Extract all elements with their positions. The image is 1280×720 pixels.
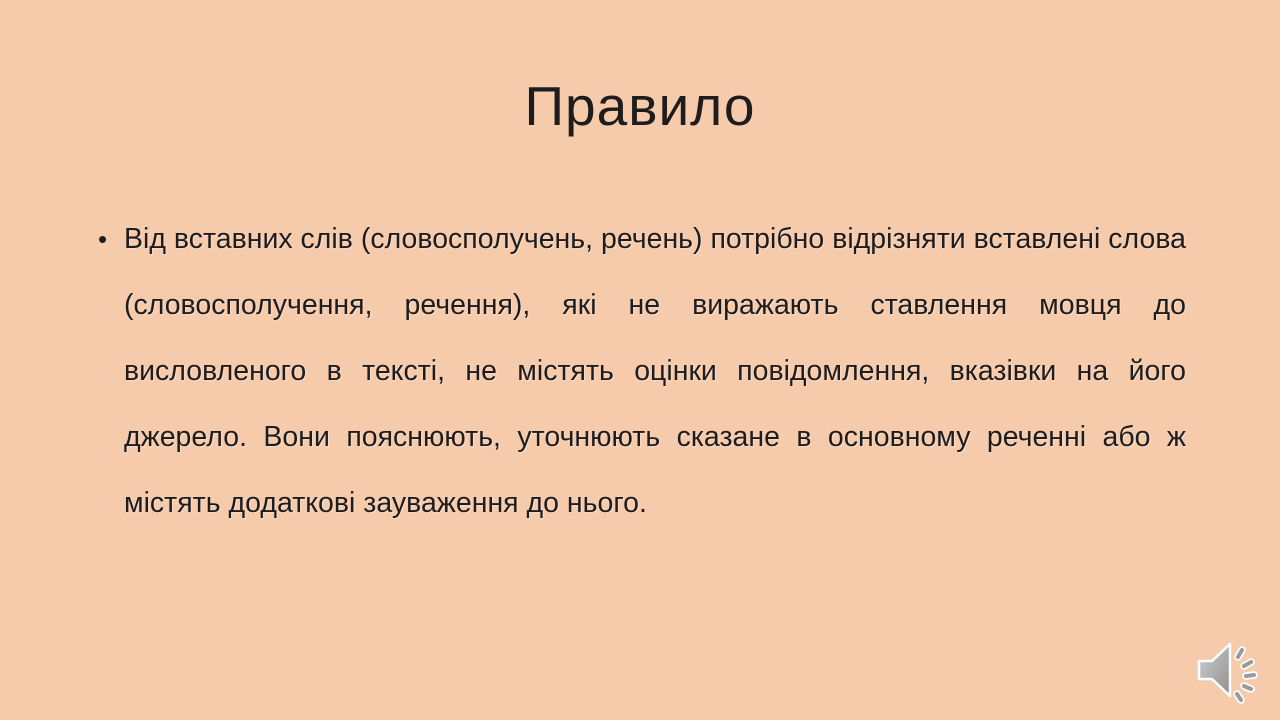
speaker-icon <box>1192 634 1264 706</box>
slide-body-text: Від вставних слів (словосполучень, речень) потрібно відрізняти вставлені слова (словосполучення, речення), які не виражають ставлення мовця до висловленого в тексті, не містять оцінки повідомлення, вказівки на його джерело. Вони пояснюють, уточнюють сказане в основному реченні або ж містять додаткові зауваження до нього. <box>124 223 1186 519</box>
speaker-horn-shape <box>1199 644 1230 696</box>
slide-title: Правило <box>524 75 756 137</box>
bullet-marker: • <box>98 224 108 254</box>
slide-body-block <box>98 206 1186 536</box>
audio-playback-control[interactable] <box>1192 634 1264 706</box>
